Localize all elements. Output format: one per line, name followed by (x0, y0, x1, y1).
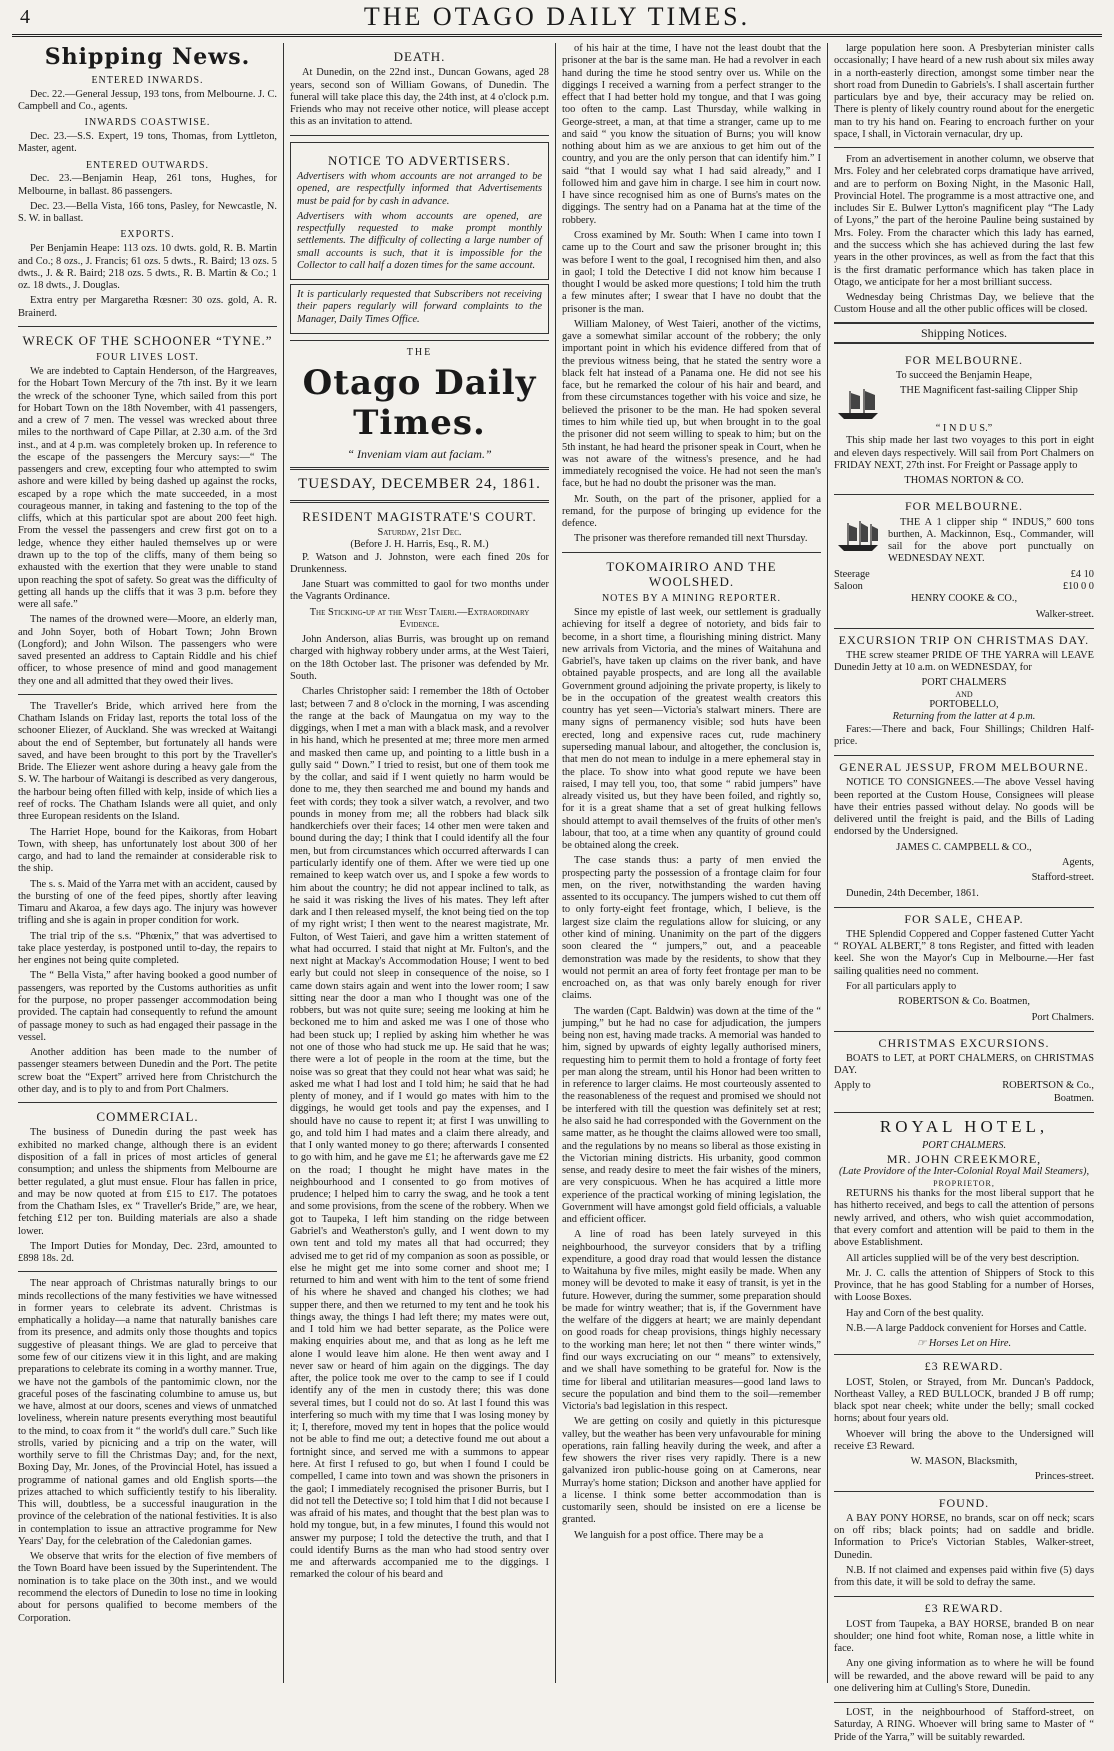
ad-body: RETURNS his thanks for the most liberal support that he has hitherto received, and begs to call the attention of persons newly arrived, and others, who wish quiet accommodation, that every comfort and attention will be paid to them in the above Establishment. (834, 1188, 1094, 1249)
ad-fares: Fares:—There and back, Four Shillings; Children Half-price. (834, 723, 1094, 747)
paper-nameplate: Otago Daily Times. (302, 362, 537, 443)
article-paragraph: William Maloney, of West Taieri, another of the victims, gave a somewhat similar account of the robbery; the only important point in which his evidence differed from that of the previous witness being, that he stated the sentry wore a black felt hat instead of a Panama one. He did not see his face, but he remarked the colour of his hair and beard, and from these circumstances together with his voice and size, he believed the prisoner to be the man. He had spoken several times to him while tied up, but when brought in to the goal the prisoner did not seem willing to speak to him; but on the 5th instant, he had heard the prisoner speak in Court, when he was not aware of the witness's presence, and he had immediately recognised the voice. He had not seen the man's face, but he had no doubt the prisoner was the man. (562, 318, 821, 490)
ad-signature: ROBERTSON & Co., (1002, 1080, 1094, 1092)
ad-found (834, 1492, 1094, 1598)
article-paragraph: The names of the drowned were—Moore, an elderly man, and John Soyer, both of Hobart Town; John Brown (Longford); and John Wilson. The passengers who were saved presented an address to Captain Riddle and his chief officer, to whose presence of mind and good management they one and all admitted that they owed their lives. (18, 614, 277, 687)
fare-price: £4 10 (1070, 568, 1094, 580)
ad-return: Returning from the latter at 4 p.m. (892, 711, 1036, 723)
ad-title: CHRISTMAS EXCURSIONS. (878, 1035, 1050, 1050)
article-paragraph: John Anderson, alias Burris, was brought up on remand charged with highway robbery under arms, at the West Taieri, on the 18th October last. The prisoner was defended by Mr. South. (290, 634, 549, 683)
article-paragraph: Since my epistle of last week, our settlement is gradually achieving for itself a degree of notoriety, and bids fair to become, in a short time, a flourishing mining district. Many new arrivals from Victoria, and the mines of Waitahuna and Gabriel's, have taken up claims on the river bank, and have obtained payable prospects, and are long all the available Government ground adjoining the private property, is likely to be in the occupation of the greatest wealth creators this country has yet seen—Victoria's stalwart miners. There are many signs of permanency visible; sod huts have been erected, long and expensive races cut, rude machinery superseding manual labour, and altogether, the conclusion is, that men do not mean to indulge in a mere ephemeral stay in the place. To show into what good repute we have been raised, I may tell you, too, that some “ rabid jumpers” have already visited us, but they have been foiled, and rightly so, for it is a great shame that a set of great hulking fellows should attempt to avail themselves of the fruits of other men's labour, that too, at a time when any quantity of ground could be obtained along the creek. (562, 607, 821, 852)
article-paragraph: We are indebted to Captain Henderson, of the Hargreaves, for the Hobart Town Mercury of the 7th inst. By it we learn the wreck of the schooner Tyne, which sailed from this port for Hobart Town on the 18th November, with 41 passengers, and a crew of 7 men. The vessel was wrecked about three miles to the northward of Cape Pillar, at 2.30 a.m. of the 3rd inst., and at 4 p.m. was completely broken up. In reference to the escape of the passengers the Mercury says:—“ The passengers and crew, excepting four who attempted to swim ashore and were killed by being dashed up against the rocks, escaped by a rope which the mate succeeded, in a most courageous manner, in taking and fastening to the top of the cliffs, which at this particular spot are about 200 feet high. From the vessel the passengers and crew first got on to a ledge, whence they either hauled themselves up or were drawn up to the top of the cliffs, many of them being so exhausted with the exertion that they were unable to stand upon reaching the spot of safety. So great was the difficulty of getting all hands up the cliffs that it was 3 p.m. before they were all safe.” (18, 365, 277, 611)
ad-destination: PORT CHALMERS (921, 677, 1007, 689)
ad-proprietor-name: MR. JOHN CREEKMORE, (886, 1152, 1042, 1167)
ad-body: LOST from Taupeka, a BAY HORSE, branded B on near shoulder; one hind foot white, Roman nose, a little white in face. (834, 1618, 1094, 1655)
ad-title: EXCURSION TRIP ON CHRISTMAS DAY. (838, 632, 1090, 647)
shipping-news-heading: Shipping News. (44, 44, 251, 70)
ad-title: £3 REWARD. (924, 1601, 1004, 1616)
article-paragraph: The trial trip of the s.s. “Phœnix,” that was advertised to take place yesterday, is postponed until to-day, the repairs to her engines not being quite completed. (18, 930, 277, 967)
notice-paragraph: Advertisers with whom accounts are not arranged to be opened, are respectfully informed that Advertisements must be paid for by cash in advance. (297, 170, 542, 207)
column-2 (284, 43, 556, 1683)
inwards-entry: Dec. 22.—General Jessup, 193 tons, from Melbourne. J. C. Campbell and Co., agents. (18, 88, 277, 113)
toko-heading: TOKOMAIRIRO AND THE WOOLSHED. (606, 558, 777, 589)
ad-proprietor-label: PROPRIETOR, (933, 1178, 995, 1188)
ad-reward-horse (834, 1597, 1094, 1703)
ad-body: LOST, in the neighbourhood of Stafford-street, on Saturday, A RING. Whoever will bring same to Master of “ Pride of the Yarra,” will be suitably rewarded. (834, 1707, 1094, 1743)
ad-body: THE Splendid Coppered and Copper fastened Cutter Yacht “ ROYAL ALBERT,” 8 tons Register, and fitted with leaden keel. She won the Mayor's Cup in Melbourne.—Her fast sailing qualities need no comment. (834, 928, 1094, 977)
article-paragraph: The Traveller's Bride, which arrived here from the Chatham Islands on Friday last, reports the total loss of the schooner Eliezer, of Auckland. She was wrecked at Waitangi about the end of September, but fortunately all hands were saved, and have been brought to this port by the Traveller's Bride. The Eliezer went ashore during a heavy gale from the S. W. The harbour of Waitangi is described as very dangerous, the harbour being often filled with kelp, inside of which lies a reef of rocks. The Chatham Islands were all quiet, and only three European residents on the Island. (18, 700, 277, 823)
ad-body: All articles supplied will be of the very best description. (846, 1252, 1080, 1264)
ad-title: GENERAL JESSUP, FROM MELBOURNE. (839, 760, 1089, 775)
ad-lost-ring (834, 1703, 1094, 1751)
ad-body: N.B.—A large Paddock convenient for Horses and Cattle. (846, 1322, 1087, 1334)
fare-price: £10 0 0 (1062, 580, 1094, 592)
ad-body: BOATS to LET, at PORT CHALMERS, on CHRISTMAS DAY. (834, 1052, 1094, 1077)
shipping-notices-heading: Shipping Notices. (834, 322, 1094, 344)
divider (290, 467, 549, 470)
outwards-entry: Dec. 23.—Benjamin Heap, 261 tons, Hughes, for Melbourne, in ballast. 86 passengers. (18, 173, 277, 197)
ad-body: NOTICE TO CONSIGNEES.—The above Vessel having been reported at the Custom House, Consignees will please have their entries passed without delay. No goods will be delivered until the freight is paid, and the Bills of Lading endorsed by the Undersigned. (834, 777, 1094, 838)
ad-signature: ROBERTSON & Co. Boatmen, (898, 996, 1030, 1008)
column-3 (556, 43, 828, 1683)
fare-row (834, 581, 1094, 593)
ad-body: Hay and Corn of the best quality. (846, 1307, 984, 1319)
ad-signature-address: Stafford-street. (1031, 872, 1094, 884)
ad-body: This ship made her last two voyages to this port in eight and eleven days respectively. Will sail from Port Chalmers on FRIDAY NEXT, 27th inst. For Freight or Passage apply to (834, 435, 1094, 471)
divider (290, 135, 549, 136)
ad-signature: JAMES C. CAMPBELL & CO., (896, 841, 1032, 853)
ad-destination: PORTOBELLO, (929, 699, 999, 711)
ad-title: FOR MELBOURNE. (904, 352, 1023, 367)
ad-signature: HENRY COOKE & CO., (910, 593, 1018, 605)
wreck-heading: WRECK OF THE SCHOONER “TYNE.” (22, 332, 273, 348)
court-heading: RESIDENT MAGISTRATE'S COURT. (302, 508, 537, 524)
toko-subheading: NOTES BY A MINING REPORTER. (601, 593, 782, 605)
article-paragraph: The case stands thus: a party of men envied the prospecting party the possession of a frontage claim for four men, on the river, notwithstanding the warden having assented to its occupancy. The jumpers wished to cut them off to only forty-eight feet frontage, which, I believe, is the largest size claim the regulations allow for sluicing, or any other kind of mining. Unanimity on the part of the diggers soon cleared the “ jumpers,” out, and a peaceable demonstration was made by the residents, to show that they would not permit an area of forty feet frontage per man to be encroached on, as that was only barely enough for river claims. (562, 855, 821, 1002)
fare-label: Saloon (834, 580, 863, 592)
article-paragraph: We languish for a post office. There may be a (574, 1529, 764, 1541)
ad-body: LOST, Stolen, or Strayed, from Mr. Duncan's Paddock, Northeast Valley, a RED BULLOCK, branded J B off rump; black spot near cheek; white under the belly; small cocked horns; about four years old. (834, 1376, 1094, 1425)
article-paragraph: The prisoner was therefore remanded till next Thursday. (574, 533, 808, 545)
subscribers-notice (290, 284, 549, 334)
entered-inwards-heading: ENTERED INWARDS. (91, 74, 204, 86)
sticking-heading: The Sticking-up at the West Taieri.—Extraordinary Evidence. (309, 606, 530, 630)
columns (12, 43, 1102, 1743)
article-paragraph: The warden (Capt. Baldwin) was down at the time of the “ jumping,” but he had no case for adjudication, the jumpers being non est, having made tracks. A memorial was handed to him, signed by upwards of eighty legally authorised miners, requesting him to permit them to hold a frontage of forty feet per man along the stream, until his Honor had been written to in reference to larger claims. He most courteously assented to the reasonableness of the request and promised we should not be interfered with till the question was definitely set at rest; he also said he had corresponded with the Government on the same matter, as he thought the claims allowed were too small, and the regulations by no means so liberal as those existing in the Victorian mining districts. His urbanity, good common sense, and ready desire to meet the fair wishes of the miners, are very conspicuous. When he has acquired a little more experience of the practical working of mining legislation, the Government will have amongst gold field officials, a valuable and efficient officer. (562, 1005, 821, 1226)
divider (290, 340, 549, 341)
ad-signature-role: Boatmen. (1053, 1092, 1094, 1104)
pointing-hand-icon: ☞ (916, 1338, 929, 1350)
ad-reward-bullock (834, 1355, 1094, 1491)
divider (18, 326, 277, 327)
ad-signature: THOMAS NORTON & CO. (904, 475, 1024, 487)
ad-body: Whoever will bring the above to the Undersigned will receive £3 Reward. (834, 1428, 1094, 1452)
court-before: (Before J. H. Harris, Esq., R. M.) (350, 539, 489, 551)
divider (562, 552, 821, 553)
article-paragraph: of his hair at the time, I have not the least doubt that the prisoner at the bar is the same man. He had a revolver in each hand during the time he stood sentry over us. While on the diggings I received a warning from a perfect stranger to the effect that I had better hold my tongue, and that I was going too often to the camp. Last Thursday, while walking in George-street, a man, at that time a stranger, came up to me and said “ you know the situation of Burns; you will know nothing about him as we are anxious to get him out of the country, and you are the only person that can identify him.” I said “that I would say what I had said already,” and I followed him and gave him in charge. I see him in court now. I have since recognised him as one of Burns's mates on the diggings. The sentry had on a Panama hat at the time of the robbery. (562, 43, 821, 226)
ad-subtitle: To succeed the Benjamin Heape, (895, 369, 1033, 381)
ad-body: Mr. J. C. calls the attention of Shippers of Stock to this Province, that he has good Stabling for a number of Horses, with Loose Boxes. (834, 1267, 1094, 1304)
article-paragraph: The “ Bella Vista,” after having booked a good number of passengers, was reported by the Customs authorities as unfit for the purpose, no proper passenger accommodation being provided. The captain had consequently to refund the amount of passage money to such as had engaged their passage in the vessel. (18, 970, 277, 1043)
ad-title: ROYAL HOTEL, (879, 1117, 1049, 1136)
divider (18, 694, 277, 695)
ad-melbourne-2 (834, 495, 1094, 628)
divider (834, 147, 1094, 148)
exports-heading: EXPORTS. (120, 229, 175, 241)
article-paragraph: Charles Christopher said: I remember the 18th of October last; between 7 and 8 o'clock in the morning, I was ascending the range at the back of Maungatua on my way to the diggings, when I met a man with a black mask, and a revolver in his hand, which he presented at me; three more men armed and masked then came up, and pointing to a little bush in a gully said “ Down.” I tried to resist, but one of them took me by the collar, and said if I went quietly no harm would be done to me, they then searched me and bound my hands and feet with cords; they took a silver watch, a revolver, and two pounds in money from me; all the robbers had black silk handkerchiefs over their faces; 14 other men were taken and bound during the day; I think that I could identify all the four men, but from circumstances which occurred afterwards I can particularly identify one of them. After we were tied up one remained to keep watch over us, and I spoke a few words to him about the country; he did not appear inclined to talk, as he said it was risking the lives of his mates. They left after dark and I then released myself, the knot being tied on the top of my right wrist; I then went to the nearest magistrate, Mr. Fulton, of West Taieri, and gave him a written statement of what had occurred. I staid that night at Mr. Fulton's, and the next night at Mackay's Accommodation House; I went to bed early but could not sleep in consequence of the noise, so I came down stairs again and went into the lower room; I saw sitting near the door a man who I thought was one of the robbers, but was not quite sure; seeing me looking at him he beckoned me to him and asked me was I one of those who had been stuck up; I replied by asking him whether he was not one of those who had stuck me up. He said that he was; there were a lot of people in the room at the time, but the noise was so great that they could not hear what was said; he asked me what I had lost and I told him; he said that he had plenty of money, and if I would go mates with him to the diggings, he would get tools and pay the expenses, and I should have no cause to repent it; at first I was unwilling to go, and told him I had mates and a claim there already, and that I only wanted money to go there; afterwards I consented to go with him, and he gave me £1; he afterwards gave me £2 on the road; I thought he might have mates in the neighbourhood and I consented to go from motives of prudence; I helped him to carry the swag, and he took a tent and some provisions, from the scene of the robbery. When we got to Taupeka, I left him standing on the ridge between Gabriel's and Weatherston's gully, and I went down to my own tent and told my mates all that had occurred; they advised me to get rid of my companion as soon as possible, or else he might get me into some corner and shoot me; I returned to him and went with him to the tent of some friend of his where he shaved and changed his clothes; we had supper there, and then we returned to my tent and he took his things away, the things I had left there; my mates were out, and I told him we had better separate, as the Police were making enquiries about me, and that as long as he left me alone I would leave him alone. He then went away and I never saw or heard of him again on the diggings. The day after, the police took me over to the camp to see if I could identify any of the men in custody there; this was done several times, but I could not do so. At last I found this was interfering so much with my time that I was losing money by it; I, therefore, moved my tent in hopes that the police would not be able to find me out; a detective found me out about a fortnight since, and served me with a summons to appear here. At first I refused to go, but when I found I could be compelled, I came into town and was shown the prisoners in the gaol; I immediately recognised the prisoner Burris, but I did not tell the Detective so; I told him that I did not because I was afraid of his mates, and thought that the best plan was to hold my tongue, but, in a few minutes, I found this would not answer my purpose; I told the detective the truth, and that I could identify Burns as the man who had stood sentry over me and afterwards accompanied me to the diggings. I remarked the colour of his beard and (290, 686, 549, 1581)
ad-subtitle: PORT CHALMERS. (921, 1140, 1007, 1152)
fare-label: Steerage (834, 568, 870, 580)
ship-icon (834, 519, 882, 553)
exports-entry: Per Benjamin Heape: 113 ozs. 10 dwts. gold, R. B. Martin and Co.; 8 ozs., J. Francis; 61 ozs. 5 dwts., R. Baird; 13 ozs. 5 dwts., J. & R. Baird; 218 ozs. 5 dwts., R. B. Martin & Co.; 1 oz. 18 dwts., J. Douglas. (18, 243, 277, 292)
fare-row (834, 569, 1094, 581)
court-date: Saturday, 21st Dec. (377, 527, 462, 539)
outwards-entry: Dec. 23.—Bella Vista, 166 tons, Pasley, for Newcastle, N. S. W. in ballast. (18, 200, 277, 225)
article-paragraph: Cross examined by Mr. South: When I came into town I came up to the Court and saw the prisoner brought in; this was before I went to the goal, I recognised him then, and also in gaol; I told the Detective I did not know him because I thought I would be asked more questions; I told him the truth a few minutes after; I swear that I have no doubt that the prisoner is the man. (562, 229, 821, 315)
ad-ship-name: “ I N D U S.” (935, 423, 993, 435)
ad-body: Any one giving information as to where he will be found will be rewarded, and the above reward will be paid to any one delivering him at Culling's Store, Dunedin. (834, 1658, 1094, 1694)
issue-date: TUESDAY, DECEMBER 24, 1861. (298, 476, 541, 493)
ad-hire: Horses Let on Hire. (928, 1338, 1012, 1350)
ad-proprietor-note: (Late Providore of the Inter-Colonial Royal Mail Steamers), (838, 1166, 1090, 1178)
ad-body: N.B. If not claimed and expenses paid within five (5) days from this date, it will be sold to defray the same. (834, 1564, 1094, 1589)
ad-signature-role: Agents, (1061, 856, 1094, 868)
exports-entry: Extra entry per Margaretha Rœsner: 30 ozs. gold, A. R. Brainerd. (18, 295, 277, 319)
article-paragraph: Jane Stuart was committed to gaol for two months under the Vagrants Ordinance. (290, 579, 549, 603)
ad-body: THE A 1 clipper ship “ INDUS,” 600 tons burthen, A. Mackinnon, Esq., Commander, will sail for the above port punctually on WEDNESDAY NEXT. (888, 516, 1094, 565)
article-paragraph: The Harriet Hope, bound for the Kaikoras, from Hobart Town, with sheep, has unfortunately lost about 300 of her cargo, and had to land the remainder at considerable risk to the ship. (18, 826, 277, 875)
ad-signature-address: Walker-street. (1035, 608, 1094, 620)
death-notice: At Dunedin, on the 22nd inst., Duncan Gowans, aged 28 years, second son of William Gowans, of Dunedin. The funeral will take place this day, the 24th inst, at 4 o'clock p.m. Friends who may not receive other notice, will please accept this as an invitation to attend. (290, 67, 549, 128)
divider (18, 1271, 277, 1272)
wreck-subheading: FOUR LIVES LOST. (96, 352, 199, 364)
ad-title: FOR SALE, CHEAP. (904, 911, 1024, 926)
ad-signature-address: Princes-street. (1034, 1471, 1094, 1483)
commercial-heading: COMMERCIAL. (96, 1109, 199, 1125)
article-paragraph: A line of road has been lately surveyed in this neighbourhood, the surveyor considers that by a trifling expenditure, a good dray road that would lessen the distance to Waitahuna by five miles, might easily be made. When any money will be devoted to make it easy of transit, is yet in the future. However, during the summer, some preparation should be made for wintry weather; that is, if the Government have the welfare of the diggers at heart; we are mainly dependant on good roads for cheap provisions, things highly necessary to the working man here; let not then “ there winter winds,” find our ways excruciating on our “ means” to extensively, and we shall have something to be grateful for. Now is the time for liberal and utilitarian measures—good land laws to secure the population and bind them to the soil—remember Victoria's bad legislation in this respect. (562, 1229, 821, 1413)
ad-date: Dunedin, 24th December, 1861. (846, 887, 979, 899)
notice-paragraph: It is particularly requested that Subscribers not receiving their papers regularly will forward complaints to the Manager, Daily Times Office. (297, 289, 542, 325)
masthead (12, 0, 1102, 37)
ad-body: THE screw steamer PRIDE OF THE YARRA will LEAVE Dunedin Jetty at 10 a.m. on WEDNESDAY, for (834, 649, 1094, 674)
ad-for-sale (834, 908, 1094, 1032)
article-paragraph: From an advertisement in another column, we observe that Mrs. Foley and her celebrated corps dramatique have arrived, and are to perform on Boxing Night, in the Masonic Hall, Provincial Hotel. The programme is a most attractive one, and includes Sir E. Bulwer Lytton's magnificent play “The Lady of Lyons,” the part of the heroine Pauline being sustained by Mrs. Foley. From the character which this lady has earned, and the success which she has achieved during the last few years in the other provinces, as well as from the fact that this is the first dramatic performance which has taken place in Otago, we anticipate for her a most brilliant success. (834, 154, 1094, 288)
article-paragraph: The Import Duties for Monday, Dec. 23rd, amounted to £898 18s. 2d. (18, 1240, 277, 1265)
motto: “ Inveniam viam aut faciam.” (347, 446, 492, 461)
ad-hire-line (834, 1338, 1094, 1350)
article-paragraph: P. Watson and J. Johnston, were each fined 20s for Drunkenness. (290, 551, 549, 575)
column-4 (828, 43, 1100, 1743)
ad-general-jessup (834, 756, 1094, 908)
ad-excursion (834, 629, 1094, 756)
article-paragraph: The business of Dunedin during the past week has exhibited no marked change, although there is an evident disposition of a fall in prices of most articles of general consumption; and unless the shipments from Melbourne are better regulated, a glut must ensue. Flour has fallen in price, and may be now quoted at from £15 to £17. The potatoes from the Chatham Isles, ex “ Traveller's Bride,” are, we hear, fetching £12 per ton. Building materials are also a shade lower. (18, 1127, 277, 1237)
divider (290, 500, 549, 503)
article-paragraph: Mr. South, on the part of the prisoner, applied for a remand, for the purpose of bringing up evidence for the defence. (562, 493, 821, 530)
ad-title: FOR MELBOURNE. (904, 499, 1023, 514)
article-paragraph: We are getting on cosily and quietly in this picturesque valley, but the weather has been very unfavourable for mining operations, rain falling heavily during the week, and after a few showers the river rises very rapidly. There is a new galvanized iron public-house going on at Camerons, near Murray's home station; Dickson and another have applied for a license. I think some better accommodation than is customarily seen, should be insisted on ere a license be granted. (562, 1416, 821, 1526)
ad-apply: For all particulars apply to (846, 980, 957, 992)
article-paragraph: Wednesday being Christmas Day, we believe that the Custom House and all the other public offices will be closed. (834, 292, 1094, 316)
ad-royal-hotel (834, 1113, 1094, 1355)
ad-title: £3 REWARD. (924, 1359, 1004, 1374)
newspaper-title: THE OTAGO DAILY TIMES. (363, 2, 751, 31)
coastwise-entry: Dec. 23.—S.S. Expert, 19 tons, Thomas, from Lyttleton, Master, agent. (18, 131, 277, 155)
article-paragraph: The near approach of Christmas naturally brings to our minds recollections of the many festivities we have witnessed in former years to celebrate its advent. Christmas is emphatically a holiday—a name that naturally banishes care from its presence, and admits only those thoughts and topics suggestive of pleasant things. We are glad to perceive that some few of our citizens view it in this light, and are making preparations to celebrate its coming in a worthy manner. True, we have not the gambols of the pantomimic clown, nor the graceful poses of the fascinating columbine to amuse us, but we have, almost at our doors, scenes and views of unmatched loveliness, wherein nature presents everything most beautiful to the mind, to coax from it “ the world's dull care.” Such like strolls, varied by picnicing and a trip on the water, will worthily serve to fill the Christmas Day; and, for the next, Boxing Day, Mr. Jones, of the Provincial Hotel, has issued a programme of national games and old English sports—the prizes attached to which sufficiently testify to his liberality. This will, doubtless, be a successful inauguration in the province of the celebration of the national festivities. It is also in contemplation to issue an attractive programme for New Years' Day, for the celebration of the Caledonian games. (18, 1278, 277, 1547)
ad-signature: W. MASON, Blacksmith, (910, 1456, 1018, 1468)
column-1 (12, 43, 284, 1683)
divider (18, 1102, 277, 1103)
ad-melbourne-1 (834, 349, 1094, 496)
ad-signature-address: Port Chalmers. (1031, 1011, 1094, 1023)
ad-body: A BAY PONY HORSE, no brands, scar on off neck; scars on off ribs; black points; had on saddle and bridle. Information to Price's Victorian Stables, Walker-street, Dunedin. (834, 1512, 1094, 1561)
ad-apply: Apply to (834, 1080, 871, 1092)
advertisers-notice (290, 142, 549, 280)
ship-icon (834, 387, 882, 421)
article-paragraph: Another addition has been made to the number of passenger steamers between Dunedin and the Port. The petite screw boat the “Expert” arrived here from Christchurch the other day, and is to ply to and from Port Chalmers. (18, 1047, 277, 1095)
ad-and: AND (955, 689, 973, 699)
ad-title: FOUND. (938, 1495, 990, 1510)
ad-body: THE Magnificent fast-sailing Clipper Ship (900, 385, 1078, 397)
page-number: 4 (20, 6, 30, 28)
article-paragraph: We observe that writs for the election of five members of the Town Board have been issued by the Superintendent. The nomination is to take place on the 30th inst., and we would recommend the electors of Dunedin to lose no time in looking about for persons qualified to become members of the Corporation. (18, 1551, 277, 1624)
inwards-coastwise-heading: INWARDS COASTWISE. (84, 117, 211, 129)
ad-apply-row (834, 1080, 1094, 1092)
article-paragraph: large population here soon. A Presbyterian minister calls occasionally; I have heard of a new rush about six miles away in a north-easterly direction, amongst some timber near the short road from Dunedin to Gabriels's. I shall ascertain further particulars bye and bye, their accuracy may be relied on. There is plenty of likely country round about for the energetic man to try his hand on. Fearing to encroach further on your space, I shall, in Victorain vernacular, dry up. (834, 43, 1094, 140)
article-paragraph: The s. s. Maid of the Yarra met with an accident, caused by the bursting of one of the feed pipes, shortly after leaving Timaru and Akaroa, a few days ago. The injury was however trifling and she is again in proper condition for work. (18, 878, 277, 927)
notice-paragraph: Advertisers with whom accounts are opened, are respectfully requested to make prompt monthly settlements. The difficulty of collecting a large number of small accounts is such, that it is impossible for the Collector to call half a dozen times for the same account. (297, 210, 542, 271)
ad-christmas-excursions (834, 1032, 1094, 1113)
entered-outwards-heading: ENTERED OUTWARDS. (85, 159, 210, 171)
advertisers-heading: NOTICE TO ADVERTISERS. (328, 152, 511, 168)
death-heading: DEATH. (393, 49, 446, 64)
the-label: THE (406, 346, 433, 358)
